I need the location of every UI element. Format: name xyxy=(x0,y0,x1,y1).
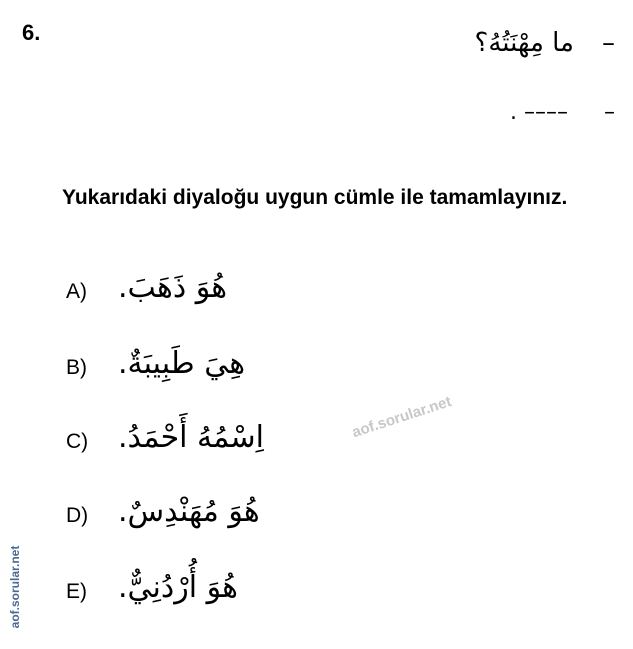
option-letter: B) xyxy=(66,356,87,379)
option-text: هُوَ أُرْدُنِيٌّ. xyxy=(118,570,238,605)
question-number: 6. xyxy=(22,20,41,45)
watermark-side: aof.sorular.net xyxy=(8,545,22,629)
option-text: هِيَ طَبِيبَةٌ. xyxy=(118,346,246,381)
dialogue-blank: –––– . xyxy=(510,100,568,125)
dialogue-dash: – xyxy=(602,28,615,58)
option-c[interactable] xyxy=(66,420,366,470)
option-text: هُوَ ذَهَبَ. xyxy=(118,270,228,305)
option-a[interactable] xyxy=(66,270,366,320)
option-letter: E) xyxy=(66,580,87,603)
option-d[interactable] xyxy=(66,494,366,544)
option-e[interactable] xyxy=(66,570,366,620)
dialogue-line-1 xyxy=(475,28,615,58)
dialogue-line-2 xyxy=(510,100,615,125)
option-text: اِسْمُهُ أَحْمَدُ. xyxy=(118,420,264,455)
option-b[interactable] xyxy=(66,346,366,396)
option-letter: C) xyxy=(66,430,89,453)
option-letter: A) xyxy=(66,280,87,303)
watermark-diagonal: aof.sorular.net xyxy=(350,393,454,442)
question-stem: Yukarıdaki diyaloğu uygun cümle ile tamamlayınız. xyxy=(62,186,568,209)
dialogue-dash: – xyxy=(604,100,615,125)
option-letter: D) xyxy=(66,504,89,527)
option-text: هُوَ مُهَنْدِسٌ. xyxy=(118,494,260,529)
dialogue-question-text: ما مِهْنَتُهُ؟ xyxy=(474,28,574,58)
